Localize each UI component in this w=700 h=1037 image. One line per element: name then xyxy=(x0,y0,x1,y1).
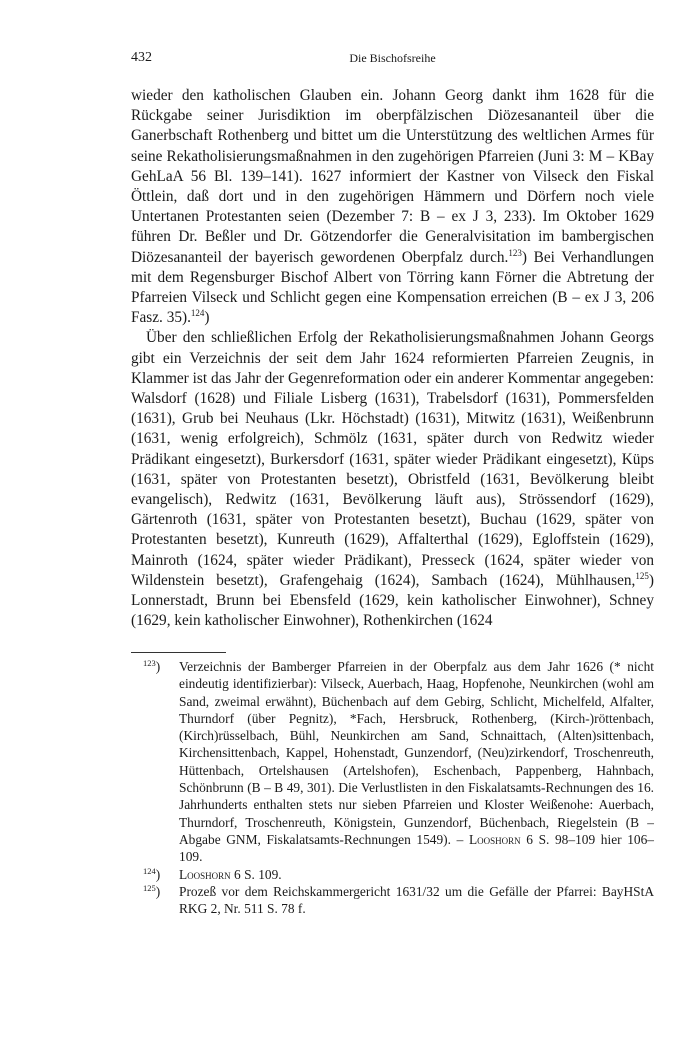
footnotes xyxy=(131,658,654,917)
footnote-text: Prozeß vor dem Reichskammergericht 1631/32 um die Gefälle der Pfarrei: BayHStA RKG 2, Nr. 511 S. 78 f. xyxy=(179,883,654,917)
footnote-tail: 6 S. 109. xyxy=(230,866,282,882)
footnote-text: Verzeichnis der Bamberger Pfarreien in der Oberpfalz aus dem Jahr 1626 (* nicht eindeutig identifizierbar): Vilseck, Auerbach, Haag, Hopfenohe, Neunkirchen (wohl am Sand, zweimal erwähnt), Büchenbach auf dem Gebirg, Schlicht, Michelfeld, Alfalter, Thurndorf (über Pegnitz), *Fach, Hersbruck, Rothenberg, (Kirch-)röttenbach, (Kirch)rüsselbach, Bühl, Neunkirchen am Sand, Schnaittach, (Alten)sittenbach, Kirchensittenbach, Kappel, Hohenstadt, Gunzendorf, (Neu)zirkendorf, Troschenreuth, Hüttenbach, Ortelshausen (Artelshofen), Eschenbach, Pappenberg, Hahnbach, Schönbrunn (B – B 49, 301). Die Verlustlisten in den Fiskalatsamts-Rechnungen des 16. Jahrhunderts enthalten stets nur sieben Pfarreien und Kloster Weißenohe: Auerbach, Thurndorf, Troschenreuth, Königstein, Gunzendorf, Büchenbach, Riegelstein (B – Abgabe GNM, Fiskalatsamts-Rechnungen 1549). – xyxy=(179,659,654,847)
paragraph-1-text-c: ) xyxy=(204,309,210,327)
paragraph-1-text-a: wieder den katholischen Glauben ein. Johann Georg dankt ihm 1628 für die Rückgabe seiner Jurisdiktion im oberpfälzischen Diözesananteil über die Ganerbschaft Rothenberg und bittet um die Unterstützung des weltlichen Armes für seine Rekatholisierungsmaßnahmen in den zugehörigen Pfarreien (Juni 3: M – KBay GehLaA 56 Bl. 139–141). 1627 informiert der Kastner von Vilseck den Fiskal Öttlein, daß dort und in den zugehörigen Hämmern und Dörfern noch viele Untertanen Protestanten seien (Dezember 7: B – ex J 3, 233). Im Oktober 1629 führen Dr. Beßler und Dr. Götzendorfer die Generalvisitation im bambergischen Diözesananteil der bayerisch gewordenen Oberpfalz durch. xyxy=(131,87,654,266)
footnote-marker: $^{124}$) xyxy=(143,865,161,882)
footnote-author: Looshorn xyxy=(179,866,231,882)
footnote-divider xyxy=(131,652,226,653)
footnote-ref-123: 123 xyxy=(508,247,522,258)
footnote-author: Looshorn xyxy=(468,831,521,847)
footnote-124 xyxy=(131,866,654,883)
footnote-marker: $^{123}$) xyxy=(143,658,161,674)
footnote-tail: 6 S. 98–109 hier 106–109. xyxy=(179,831,654,865)
main-text xyxy=(131,86,654,631)
paragraph-2-text-a: Über den schließlichen Erfolg der Rekatholisierungsmaßnahmen Johann Georgs gibt ein Verzeichnis der seit dem Jahr 1624 reformierten Pfarreien Zeugnis, in Klammer ist das Jahr der Gegenreformation oder ein anderer Kommentar angegeben: Walsdorf (1628) und Filiale Lisberg (1631), Trabelsdorf (1631), Pommersfelden (1631), Grub bei Neuhaus (Lkr. Höchstadt) (1631), Mitwitz (1631), Weißenbrunn (1631, wenig erfolgreich), Schmölz (1631, später durch von Redwitz wieder Prädikant eingesetzt), Burkersdorf (1631, später wieder Prädikant eingesetzt), Küps (1631, später von Protestanten besetzt), Obristfeld (1631, Bevölkerung bleibt evangelisch), Redwitz (1631, Bevölkerung läuft aus), Strössendorf (1629), Gärtenroth (1631, später von Protestanten besetzt), Buchau (1629, später von Protestanten besetzt), Kunreuth (1629), Affalterthal (1629), Egloffstein (1629), Mainroth (1624, später wieder Prädikant), Presseck (1624, später wieder von Wildenstein besetzt), Grafengehaig (1624), Sambach (1624), Mühlhausen, xyxy=(131,329,654,589)
paragraph-2 xyxy=(131,328,654,631)
paragraph-1-text-b: ) Bei Verhandlungen mit dem Regensburger Bischof Albert von Törring kann Förner die Abtretung der Pfarreien Vilseck und Schlicht gegen eine Kompensation erreichen (B – ex J 3, 206 Fasz. 35). xyxy=(131,248,655,327)
running-title: Die Bischofsreihe xyxy=(349,51,436,65)
footnote-marker: $^{125}$) xyxy=(143,882,161,899)
paragraph-1 xyxy=(131,86,654,328)
paragraph-2-text-b: ) Lonnerstadt, Brunn bei Ebensfeld (1629, kein katholischer Einwohner), Schney (1629, kein katholischer Einwohner), Rothenkirchen (1624 xyxy=(131,571,654,630)
footnote-ref-124: 124 xyxy=(190,308,205,319)
page-header xyxy=(131,50,654,70)
footnote-123 xyxy=(131,658,654,866)
footnote-ref-125: 125 xyxy=(635,570,649,581)
footnote-125 xyxy=(131,883,654,918)
page-number: 432 xyxy=(131,50,152,65)
